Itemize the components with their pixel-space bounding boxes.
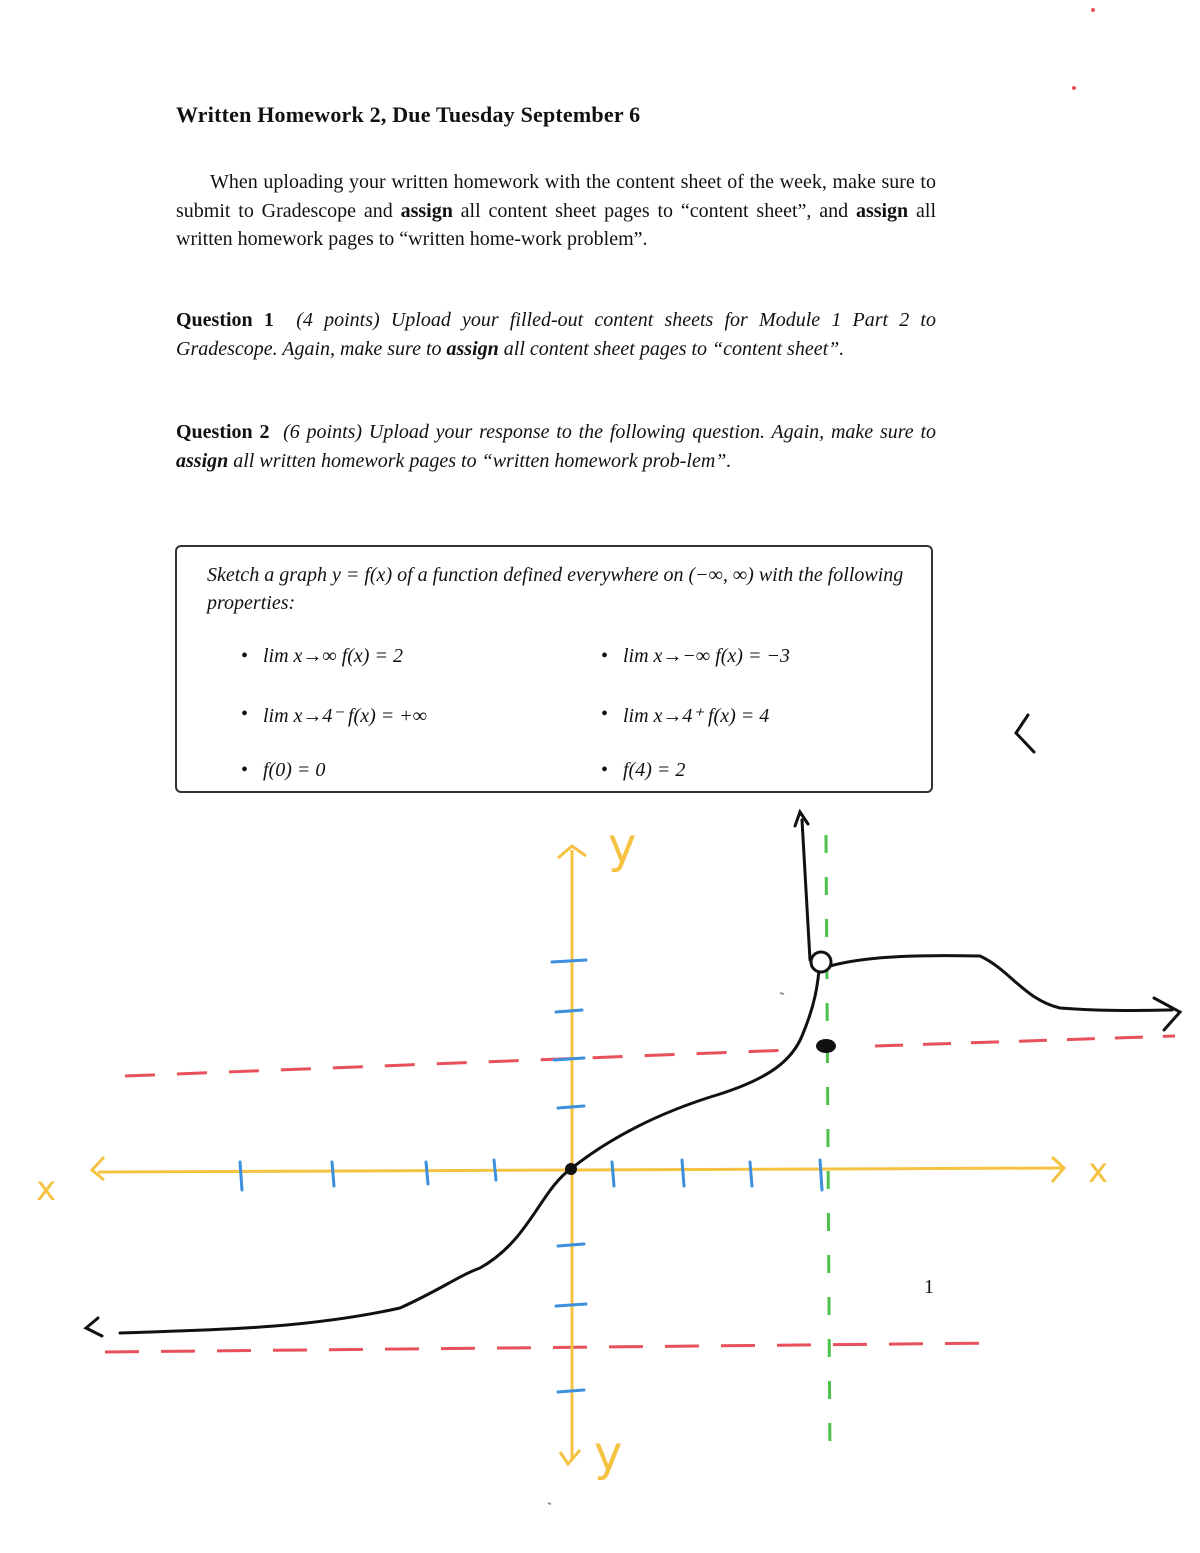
horizontal-asymptote-upper-left — [125, 1050, 790, 1076]
x-tick — [820, 1160, 822, 1190]
question-1-text-a: (4 points) Upload your filled-out content sheets for Module 1 Part 2 to Gradescope. Again, make sure to — [176, 309, 936, 360]
horizontal-asymptote-upper-right — [875, 1036, 1175, 1046]
question-2-text-a: (6 points) Upload your response to the following question. Again, make sure to — [283, 421, 937, 443]
bullet: • — [601, 759, 609, 781]
function-curve-vertical-rise — [802, 820, 810, 960]
x-tick — [240, 1162, 242, 1190]
stray-mark — [780, 993, 784, 994]
y-tick — [552, 960, 586, 962]
axis-label-y-bottom: y — [594, 1426, 623, 1482]
page-title: Written Homework 2, Due Tuesday September 6 — [176, 102, 641, 127]
bullet: • — [601, 645, 609, 667]
vertical-asymptote — [826, 835, 830, 1462]
y-tick — [554, 1058, 584, 1060]
axis-label-x-right: x — [1088, 1151, 1109, 1191]
stray-dot — [1072, 86, 1076, 90]
x-tick — [494, 1160, 496, 1180]
question-1-text-b: all content sheet pages to “content sheet”. — [498, 337, 845, 360]
property-text: f(4) = 2 — [623, 759, 686, 781]
property-text: lim x→−∞ f(x) = −3 — [623, 645, 790, 667]
intro-text-3: all written homework pages to “written home-work problem”. — [176, 199, 937, 250]
curve-right-arrow — [1154, 998, 1180, 1030]
function-curve-left-branch — [120, 960, 820, 1333]
bullet: • — [601, 703, 609, 725]
property-text: lim x→4⁺ f(x) = 4 — [623, 705, 770, 727]
question-1-label: Question 1 — [176, 309, 274, 331]
question-1-assign: assign — [446, 337, 499, 360]
y-axis-ticks — [552, 960, 586, 1392]
bullet: • — [241, 759, 249, 781]
x-axis — [98, 1168, 1062, 1172]
question-2-assign: assign — [176, 449, 229, 472]
stray-scribble — [1016, 715, 1034, 752]
axis-label-x-left: x — [36, 1169, 57, 1209]
bullet: • — [241, 645, 249, 667]
property-text: lim x→4⁻ f(x) = +∞ — [263, 705, 427, 727]
property-text: lim x→∞ f(x) = 2 — [263, 645, 403, 667]
y-axis-bottom-arrow — [560, 1450, 580, 1464]
question-2-label: Question 2 — [176, 421, 270, 443]
origin-point — [565, 1163, 577, 1175]
question-2-text-b: all written homework pages to “written homework prob-lem”. — [228, 449, 732, 472]
function-curve-right-branch — [830, 956, 1172, 1011]
curve-left-arrow — [86, 1318, 102, 1336]
page-number: 1 — [924, 1276, 934, 1298]
intro-text-1: When uploading your written homework with the content sheet of the week, make sure to submit to Gradescope and — [176, 171, 936, 222]
intro-assign-1: assign — [400, 199, 453, 222]
y-tick — [556, 1304, 586, 1306]
y-tick — [558, 1390, 584, 1392]
x-tick — [332, 1162, 334, 1186]
y-tick — [558, 1106, 584, 1108]
bullet: • — [241, 703, 249, 725]
problem-lead: Sketch a graph y = f(x) of a function defined everywhere on (−∞, ∞) with the following properties: — [207, 564, 904, 614]
filled-point-f4 — [816, 1039, 836, 1053]
stray-mark — [548, 1503, 551, 1504]
x-tick — [750, 1162, 752, 1186]
horizontal-asymptote-lower — [105, 1343, 1000, 1352]
open-circle-point — [811, 952, 831, 972]
x-axis-left-arrow — [92, 1157, 104, 1180]
x-tick — [612, 1162, 614, 1186]
axis-label-y-top: y — [608, 818, 637, 874]
intro-text-2: all content sheet pages to “content sheet”, and — [452, 199, 856, 222]
x-tick — [682, 1160, 684, 1186]
y-tick — [558, 1244, 584, 1246]
property-text: f(0) = 0 — [263, 759, 326, 781]
y-tick — [556, 1010, 582, 1012]
intro-assign-2: assign — [855, 199, 909, 222]
x-tick — [426, 1162, 428, 1184]
x-axis-ticks — [240, 1160, 822, 1190]
stray-dot — [1091, 8, 1095, 12]
